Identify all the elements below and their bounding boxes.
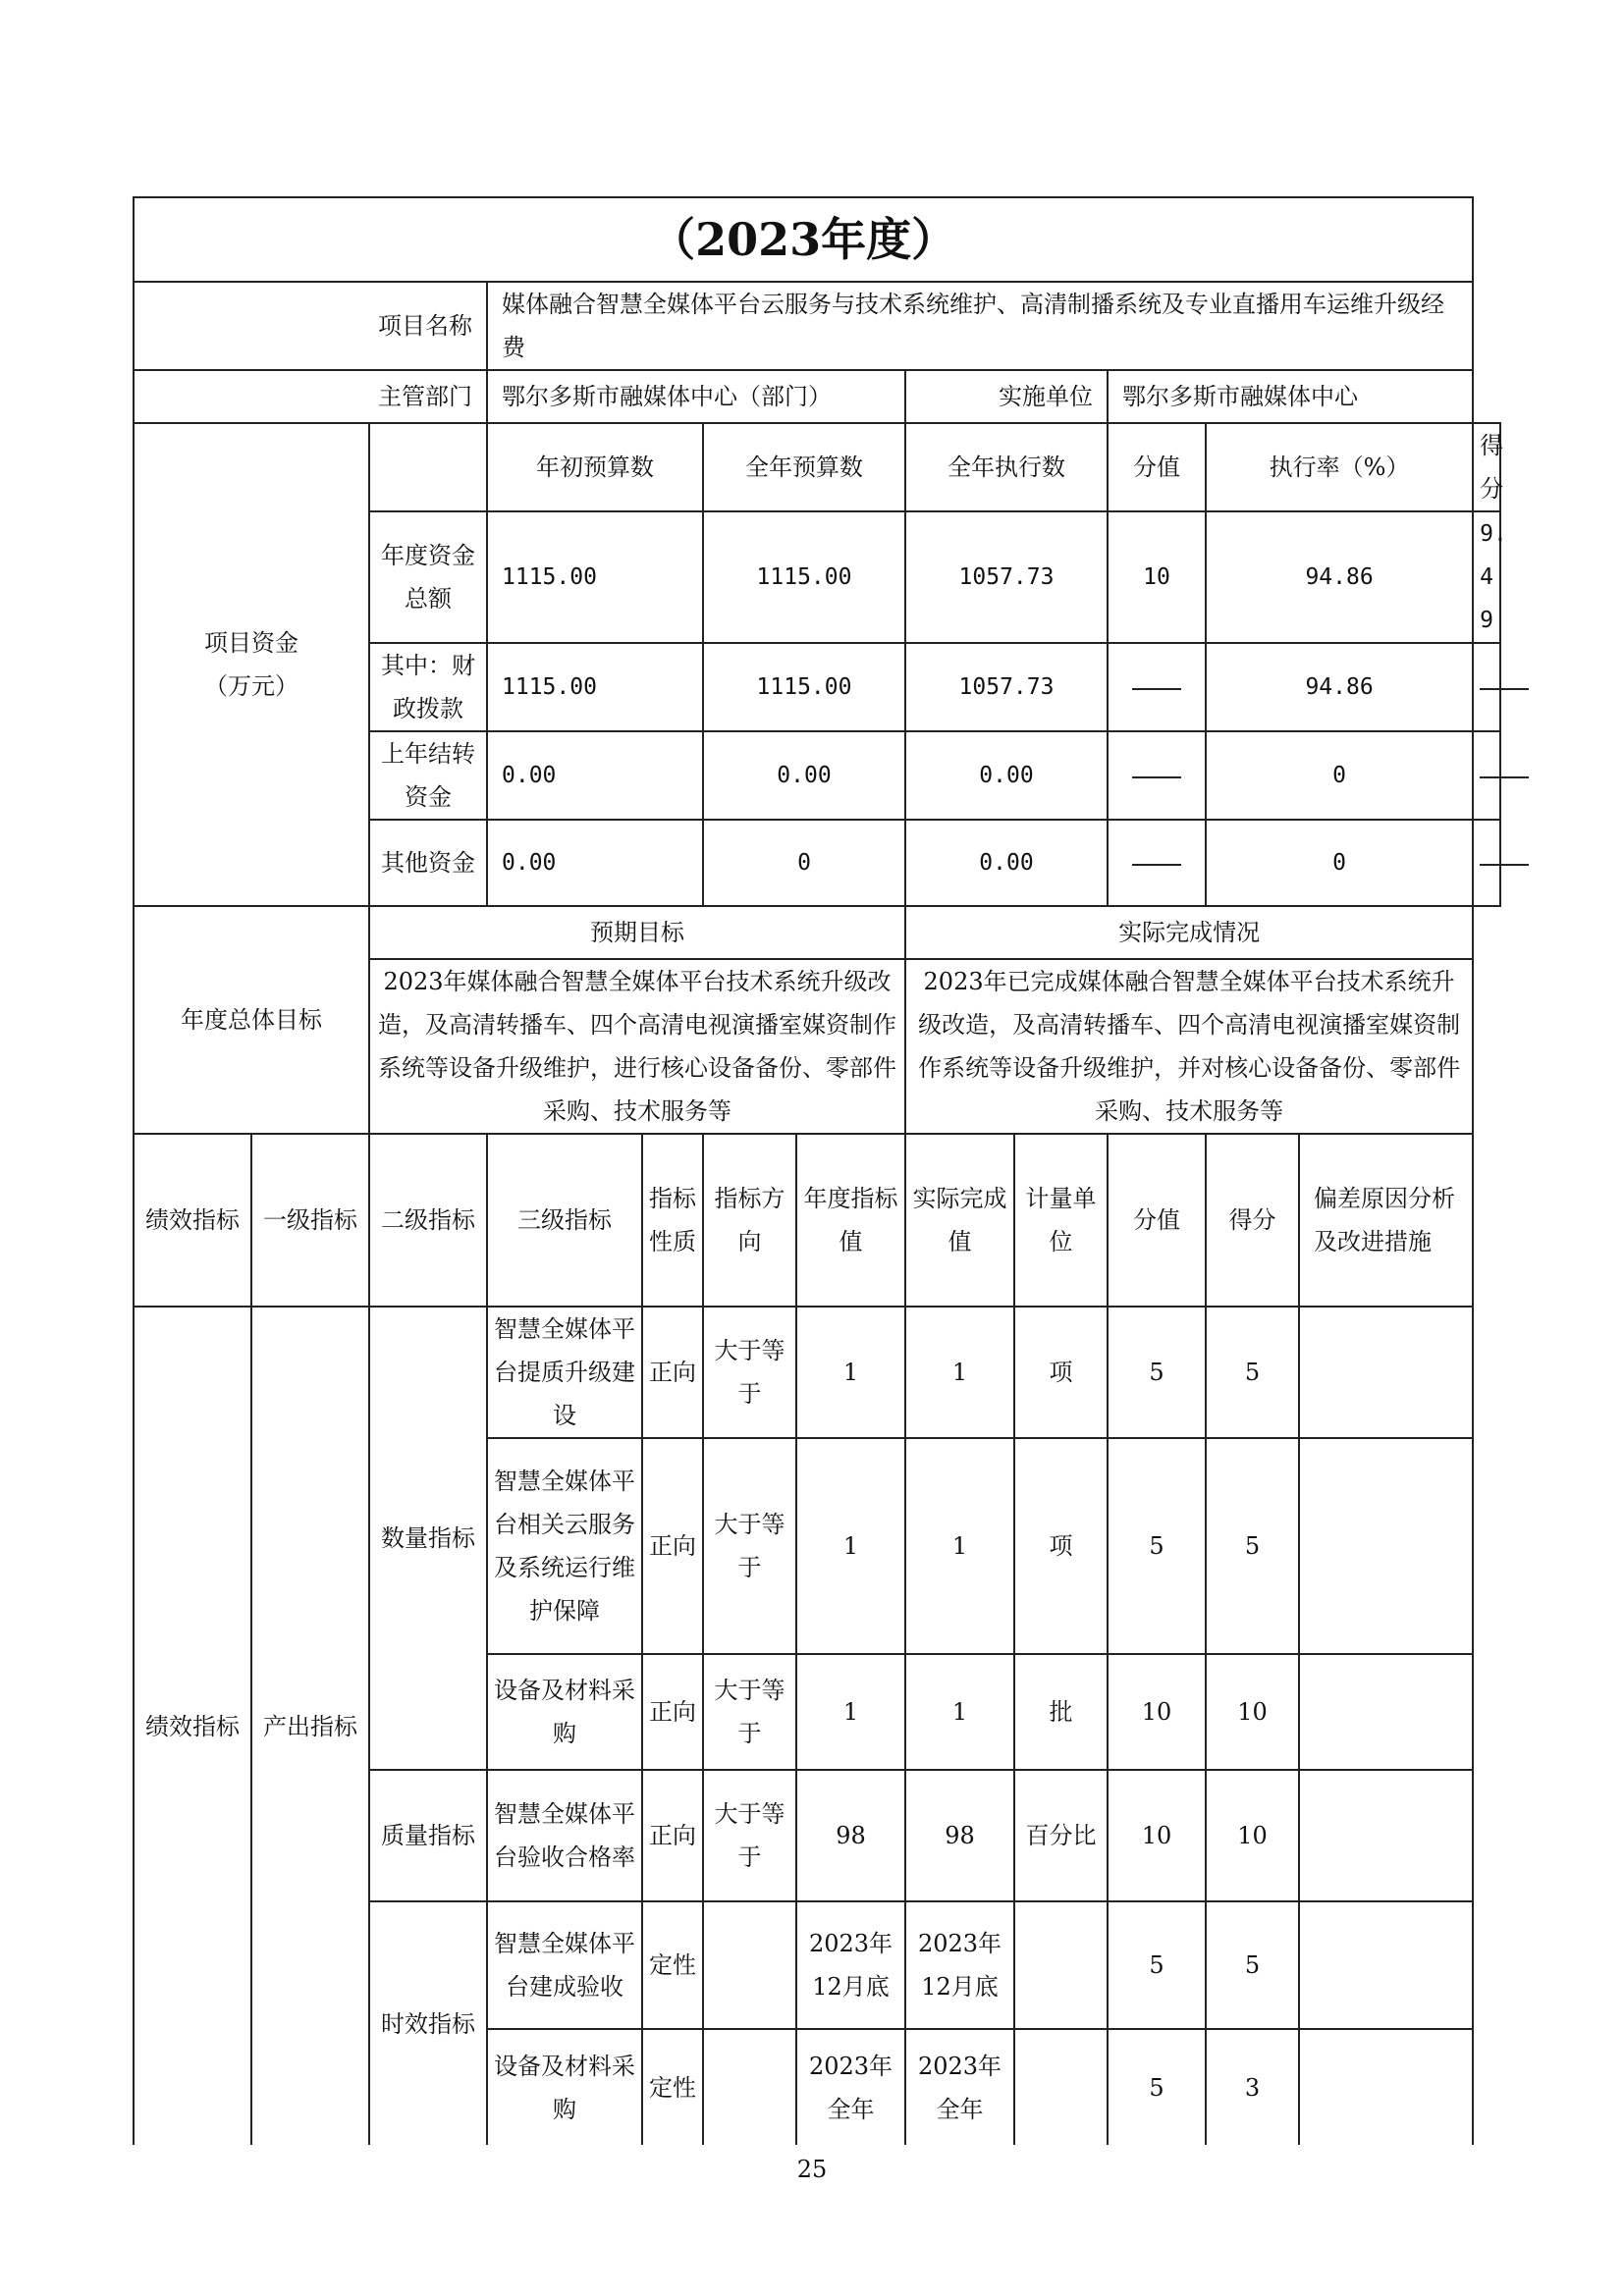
ind-name: 智慧全媒体平台验收合格率 (487, 1770, 642, 1901)
ind-note (1299, 1901, 1473, 2029)
ind-name: 设备及材料采购 (487, 1654, 642, 1770)
ind-header: 实际完成值 (905, 1134, 1014, 1307)
ind-target: 1 (796, 1654, 905, 1770)
ind-header: 得分 (1206, 1134, 1299, 1307)
ind-unit: 百分比 (1014, 1770, 1108, 1901)
funds-dash (1473, 731, 1500, 820)
funds-label: 项目资金 (204, 629, 298, 657)
ind-nature: 正向 (642, 1438, 703, 1654)
ind-direction: 大于等于 (703, 1654, 796, 1770)
funds-cell: 0.00 (487, 820, 703, 906)
ind-actual: 2023年12月底 (905, 1901, 1014, 2029)
ind-score: 5 (1108, 2029, 1206, 2145)
goals-actual-header: 实际完成情况 (905, 906, 1473, 959)
ind-direction: 大于等于 (703, 1438, 796, 1654)
ind-header: 计量单位 (1014, 1134, 1108, 1307)
ind-unit: 项 (1014, 1438, 1108, 1654)
ind-nature: 定性 (642, 1901, 703, 2029)
funds-dash (1108, 820, 1206, 906)
funds-header: 分值 (1108, 423, 1206, 511)
table-title: （2023年度） (134, 197, 1473, 282)
funds-unit: （万元） (204, 672, 298, 700)
funds-dash (1473, 820, 1500, 906)
funds-row-name: 其他资金 (369, 820, 487, 906)
ind-note (1299, 1438, 1473, 1654)
goals-expected-text: 2023年媒体融合智慧全媒体平台技术系统升级改造，及高清转播车、四个高清电视演播室媒资制作系统等设备升级维护，进行核心设备备份、零部件采购、技术服务等 (369, 959, 905, 1134)
funds-cell: 1115.00 (703, 643, 905, 731)
funds-row-name: 年度资金总额 (369, 511, 487, 643)
ind-name: 智慧全媒体平台相关云服务及系统运行维护保障 (487, 1438, 642, 1654)
ind-unit (1014, 1901, 1108, 2029)
ind-actual: 2023年全年 (905, 2029, 1014, 2145)
ind-score: 5 (1108, 1901, 1206, 2029)
ind-note (1299, 1307, 1473, 1438)
goals-expected-header: 预期目标 (369, 906, 905, 959)
dash-mark (1480, 688, 1529, 690)
ind-target: 2023年全年 (796, 2029, 905, 2145)
ind-nature: 正向 (642, 1654, 703, 1770)
ind-score: 10 (1108, 1654, 1206, 1770)
ind-got: 10 (1206, 1770, 1299, 1901)
funds-cell: 0.00 (487, 731, 703, 820)
ind-actual: 98 (905, 1770, 1014, 1901)
ind-name: 智慧全媒体平台提质升级建设 (487, 1307, 642, 1438)
unit-label: 实施单位 (905, 370, 1108, 423)
ind-target: 1 (796, 1438, 905, 1654)
ind-target: 2023年12月底 (796, 1901, 905, 2029)
dash-mark (1480, 864, 1529, 866)
ind-name: 设备及材料采购 (487, 2029, 642, 2145)
funds-cell: 0.00 (703, 731, 905, 820)
dash-mark (1132, 776, 1181, 778)
performance-table (133, 196, 1507, 2145)
funds-cell: 94.86 (1206, 511, 1473, 643)
dash-mark (1132, 688, 1181, 690)
ind-unit: 项 (1014, 1307, 1108, 1438)
performance-sheet (133, 196, 1507, 2145)
funds-header: 全年执行数 (905, 423, 1108, 511)
funds-cell: 0.00 (905, 731, 1108, 820)
ind-actual: 1 (905, 1654, 1014, 1770)
funds-cell: 0 (1206, 820, 1473, 906)
project-name-value: 媒体融合智慧全媒体平台云服务与技术系统维护、高清制播系统及专业直播用车运维升级经费 (487, 282, 1473, 370)
ind-header: 绩效指标 (134, 1134, 251, 1307)
funds-header: 全年预算数 (703, 423, 905, 511)
level0-cell: 绩效指标 (134, 1307, 251, 2145)
ind-direction (703, 1901, 796, 2029)
ind-nature: 正向 (642, 1770, 703, 1901)
funds-cell: 10 (1108, 511, 1206, 643)
ind-got: 5 (1206, 1901, 1299, 2029)
level1-cell: 产出指标 (251, 1307, 369, 2145)
dash-mark (1480, 776, 1529, 778)
funds-cell: 1115.00 (487, 643, 703, 731)
ind-note (1299, 1770, 1473, 1901)
ind-score: 10 (1108, 1770, 1206, 1901)
ind-target: 1 (796, 1307, 905, 1438)
ind-actual: 1 (905, 1438, 1014, 1654)
ind-direction: 大于等于 (703, 1307, 796, 1438)
ind-unit (1014, 2029, 1108, 2145)
ind-unit: 批 (1014, 1654, 1108, 1770)
goals-actual-text: 2023年已完成媒体融合智慧全媒体平台技术系统升级改造，及高清转播车、四个高清电视演播室媒资制作系统等设备升级维护，并对核心设备备份、零部件采购、技术服务等 (905, 959, 1473, 1134)
ind-direction (703, 2029, 796, 2145)
funds-cell: 1057.73 (905, 643, 1108, 731)
dept-label: 主管部门 (134, 370, 487, 423)
level2-cell: 数量指标 (369, 1307, 487, 1770)
dash-mark (1132, 864, 1181, 866)
funds-header: 年初预算数 (487, 423, 703, 511)
ind-header: 指标方向 (703, 1134, 796, 1307)
unit-value: 鄂尔多斯市融媒体中心 (1108, 370, 1473, 423)
funds-cell: 9.49 (1473, 511, 1500, 643)
ind-header: 年度指标值 (796, 1134, 905, 1307)
funds-header: 执行率（%） (1206, 423, 1473, 511)
page-number: 25 (796, 2156, 828, 2183)
ind-header: 一级指标 (251, 1134, 369, 1307)
ind-score: 5 (1108, 1307, 1206, 1438)
ind-header: 二级指标 (369, 1134, 487, 1307)
funds-cell: 0.00 (905, 820, 1108, 906)
funds-corner (369, 423, 487, 511)
ind-score: 5 (1108, 1438, 1206, 1654)
ind-actual: 1 (905, 1307, 1014, 1438)
project-name-label: 项目名称 (134, 282, 487, 370)
ind-target: 98 (796, 1770, 905, 1901)
funds-row-name: 上年结转资金 (369, 731, 487, 820)
dept-value: 鄂尔多斯市融媒体中心（部门） (487, 370, 905, 423)
ind-got: 3 (1206, 2029, 1299, 2145)
ind-note (1299, 2029, 1473, 2145)
funds-cell: 1057.73 (905, 511, 1108, 643)
funds-cell: 0 (1206, 731, 1473, 820)
ind-got: 10 (1206, 1654, 1299, 1770)
ind-header: 分值 (1108, 1134, 1206, 1307)
ind-header: 偏差原因分析及改进措施 (1299, 1134, 1473, 1307)
ind-nature: 正向 (642, 1307, 703, 1438)
ind-got: 5 (1206, 1307, 1299, 1438)
ind-direction: 大于等于 (703, 1770, 796, 1901)
level2-cell: 时效指标 (369, 1901, 487, 2145)
funds-dash (1108, 643, 1206, 731)
ind-nature: 定性 (642, 2029, 703, 2145)
ind-header: 三级指标 (487, 1134, 642, 1307)
level2-cell: 质量指标 (369, 1770, 487, 1901)
goals-label: 年度总体目标 (134, 906, 369, 1134)
funds-dash (1108, 731, 1206, 820)
funds-header: 得分 (1473, 423, 1500, 511)
funds-cell: 1115.00 (487, 511, 703, 643)
funds-row-name: 其中：财政拨款 (369, 643, 487, 731)
funds-cell: 1115.00 (703, 511, 905, 643)
ind-note (1299, 1654, 1473, 1770)
ind-header: 指标性质 (642, 1134, 703, 1307)
funds-dash (1473, 643, 1500, 731)
funds-label-cell (134, 423, 369, 906)
funds-cell: 94.86 (1206, 643, 1473, 731)
funds-cell: 0 (703, 820, 905, 906)
ind-name: 智慧全媒体平台建成验收 (487, 1901, 642, 2029)
ind-got: 5 (1206, 1438, 1299, 1654)
